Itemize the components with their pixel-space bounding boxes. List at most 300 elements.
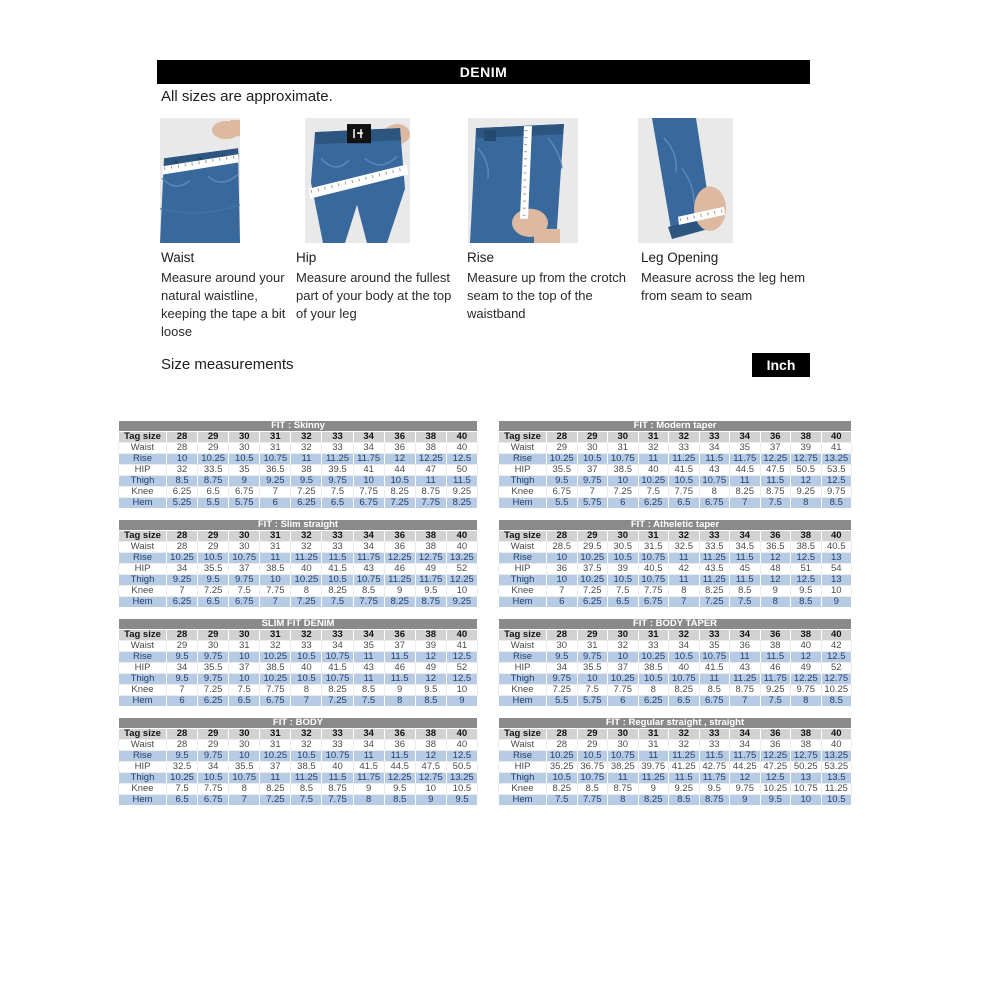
size-cell: 10.25 bbox=[167, 553, 197, 563]
size-cell: 41.5 bbox=[322, 564, 352, 574]
size-cell: 8.5 bbox=[578, 784, 608, 794]
size-cell: 38 bbox=[791, 531, 821, 541]
size-cell: 38 bbox=[791, 740, 821, 750]
size-cell: 10 bbox=[608, 476, 638, 486]
size-cell: 41.5 bbox=[354, 762, 384, 772]
size-cell: 11.75 bbox=[354, 553, 384, 563]
size-cell: 36 bbox=[385, 443, 415, 453]
size-cell: 10.25 bbox=[291, 575, 321, 585]
size-cell: 40 bbox=[822, 630, 852, 640]
size-cell: 8 bbox=[385, 696, 415, 706]
size-cell: 10.75 bbox=[322, 674, 352, 684]
hip-guide-description: Measure around the fullest part of your body at the top of your leg bbox=[296, 270, 452, 321]
size-cell: 31 bbox=[229, 641, 259, 651]
size-cell: 8.75 bbox=[322, 784, 352, 794]
size-cell: 31 bbox=[260, 432, 290, 442]
size-cell: 36 bbox=[547, 564, 577, 574]
row-label: Rise bbox=[119, 652, 166, 662]
size-cell: 34 bbox=[730, 630, 760, 640]
size-cell: 30.5 bbox=[608, 542, 638, 552]
size-cell: 40 bbox=[291, 663, 321, 673]
size-cell: 10 bbox=[167, 454, 197, 464]
size-cell: 8.25 bbox=[730, 487, 760, 497]
size-cell: 34 bbox=[700, 443, 730, 453]
size-table-row bbox=[119, 454, 477, 464]
row-label: HIP bbox=[119, 762, 166, 772]
size-cell: 11 bbox=[730, 476, 760, 486]
size-cell: 38 bbox=[761, 641, 791, 651]
size-cell: 32.5 bbox=[167, 762, 197, 772]
size-cell: 6.25 bbox=[639, 696, 669, 706]
size-cell: 11.5 bbox=[761, 476, 791, 486]
row-label: Knee bbox=[499, 784, 546, 794]
size-cell: 8.25 bbox=[447, 498, 477, 508]
size-cell: 8.5 bbox=[354, 685, 384, 695]
size-cell: 9.75 bbox=[229, 575, 259, 585]
size-cell: 36 bbox=[761, 740, 791, 750]
size-cell: 9.25 bbox=[791, 487, 821, 497]
size-cell: 10.75 bbox=[578, 773, 608, 783]
size-cell: 32 bbox=[291, 432, 321, 442]
size-table-row bbox=[119, 630, 477, 640]
size-cell: 33 bbox=[322, 542, 352, 552]
size-table-row bbox=[119, 553, 477, 563]
size-cell: 8 bbox=[229, 784, 259, 794]
size-cell: 6 bbox=[608, 498, 638, 508]
size-table-row bbox=[499, 465, 851, 475]
size-cell: 11.25 bbox=[322, 454, 352, 464]
size-cell: 12 bbox=[730, 773, 760, 783]
size-cell: 12.25 bbox=[385, 553, 415, 563]
size-cell: 10.5 bbox=[822, 795, 852, 805]
size-cell: 36 bbox=[761, 531, 791, 541]
size-table-row bbox=[499, 454, 851, 464]
size-cell: 7.5 bbox=[730, 597, 760, 607]
size-table-row bbox=[499, 729, 851, 739]
size-cell: 11 bbox=[260, 773, 290, 783]
size-cell: 46 bbox=[385, 564, 415, 574]
size-table-row bbox=[499, 531, 851, 541]
size-cell: 36.5 bbox=[761, 542, 791, 552]
row-label: Waist bbox=[119, 641, 166, 651]
size-cell: 11 bbox=[354, 674, 384, 684]
size-cell: 8 bbox=[354, 795, 384, 805]
size-cell: 30 bbox=[229, 729, 259, 739]
size-table-row bbox=[499, 498, 851, 508]
size-cell: 9 bbox=[730, 795, 760, 805]
size-cell: 12.25 bbox=[761, 751, 791, 761]
size-cell: 32 bbox=[639, 443, 669, 453]
waist-guide-description: Measure around your natural waistline, keeping the tape a bit loose bbox=[161, 270, 286, 339]
size-cell: 11 bbox=[291, 454, 321, 464]
size-table-row bbox=[499, 740, 851, 750]
size-cell: 33 bbox=[322, 740, 352, 750]
size-cell: 42 bbox=[822, 641, 852, 651]
size-cell: 7.75 bbox=[260, 685, 290, 695]
size-cell: 8.25 bbox=[385, 597, 415, 607]
unit-toggle-inch-button[interactable]: Inch bbox=[752, 353, 810, 377]
size-cell: 33 bbox=[322, 729, 352, 739]
size-cell: 44 bbox=[385, 465, 415, 475]
size-cell: 32 bbox=[291, 729, 321, 739]
size-table-row bbox=[499, 795, 851, 805]
size-cell: 52 bbox=[447, 564, 477, 574]
size-cell: 11.75 bbox=[354, 773, 384, 783]
size-cell: 6.5 bbox=[608, 597, 638, 607]
size-cell: 8.5 bbox=[669, 795, 699, 805]
size-cell: 31 bbox=[608, 443, 638, 453]
size-cell: 10 bbox=[447, 685, 477, 695]
size-cell: 33.5 bbox=[198, 465, 228, 475]
size-cell: 9.25 bbox=[447, 487, 477, 497]
size-cell: 12 bbox=[416, 674, 446, 684]
size-cell: 30 bbox=[229, 740, 259, 750]
size-cell: 34 bbox=[198, 762, 228, 772]
size-cell: 8.75 bbox=[761, 487, 791, 497]
size-cell: 8.75 bbox=[198, 476, 228, 486]
size-table-title: FIT : BODY bbox=[119, 718, 477, 728]
row-label: Hem bbox=[499, 597, 546, 607]
size-cell: 31 bbox=[260, 443, 290, 453]
size-cell: 10.75 bbox=[229, 773, 259, 783]
size-table-row bbox=[499, 784, 851, 794]
size-cell: 7.25 bbox=[260, 795, 290, 805]
size-cell: 8.25 bbox=[547, 784, 577, 794]
row-label: Knee bbox=[119, 586, 166, 596]
size-cell: 10.5 bbox=[447, 784, 477, 794]
size-cell: 12.75 bbox=[416, 553, 446, 563]
size-cell: 11.5 bbox=[700, 751, 730, 761]
size-cell: 8.5 bbox=[416, 696, 446, 706]
size-cell: 33 bbox=[322, 432, 352, 442]
size-cell: 11 bbox=[730, 652, 760, 662]
size-cell: 9.5 bbox=[416, 586, 446, 596]
row-label: Tag size bbox=[499, 630, 546, 640]
size-cell: 8 bbox=[761, 597, 791, 607]
size-cell: 11.5 bbox=[385, 674, 415, 684]
size-cell: 33 bbox=[700, 740, 730, 750]
size-table bbox=[498, 618, 852, 707]
row-label: Rise bbox=[499, 751, 546, 761]
leg-opening-guide bbox=[641, 249, 813, 305]
row-label: Thigh bbox=[119, 476, 166, 486]
size-cell: 28.5 bbox=[547, 542, 577, 552]
size-cell: 11 bbox=[700, 674, 730, 684]
size-cell: 6.25 bbox=[291, 498, 321, 508]
size-cell: 40 bbox=[322, 762, 352, 772]
row-label: Knee bbox=[119, 487, 166, 497]
size-cell: 9.75 bbox=[322, 476, 352, 486]
size-cell: 37 bbox=[229, 663, 259, 673]
size-cell: 46 bbox=[761, 663, 791, 673]
size-table-row bbox=[119, 674, 477, 684]
size-cell: 12.5 bbox=[447, 652, 477, 662]
size-cell: 29 bbox=[198, 729, 228, 739]
size-cell: 8 bbox=[700, 487, 730, 497]
row-label: HIP bbox=[119, 465, 166, 475]
size-cell: 36 bbox=[761, 729, 791, 739]
size-cell: 29 bbox=[198, 531, 228, 541]
size-cell: 28 bbox=[167, 443, 197, 453]
size-cell: 32 bbox=[669, 729, 699, 739]
size-cell: 7.75 bbox=[322, 795, 352, 805]
size-cell: 34 bbox=[354, 630, 384, 640]
size-cell: 41 bbox=[822, 443, 852, 453]
size-cell: 43.5 bbox=[700, 564, 730, 574]
size-cell: 40 bbox=[669, 663, 699, 673]
size-cell: 10 bbox=[547, 553, 577, 563]
size-measurements-heading: Size measurements bbox=[161, 356, 294, 373]
size-cell: 6.5 bbox=[669, 498, 699, 508]
size-cell: 11.25 bbox=[822, 784, 852, 794]
size-table-row bbox=[119, 795, 477, 805]
size-table-row bbox=[119, 652, 477, 662]
size-cell: 9.75 bbox=[730, 784, 760, 794]
size-cell: 10.5 bbox=[198, 553, 228, 563]
size-cell: 40 bbox=[447, 542, 477, 552]
size-table-title: FIT : BODY TAPER bbox=[499, 619, 851, 629]
size-cell: 12.5 bbox=[791, 575, 821, 585]
row-label: Waist bbox=[119, 542, 166, 552]
size-table-row bbox=[499, 432, 851, 442]
size-cell: 6.75 bbox=[198, 795, 228, 805]
size-cell: 38 bbox=[416, 630, 446, 640]
size-cell: 7 bbox=[167, 685, 197, 695]
size-cell: 31 bbox=[639, 729, 669, 739]
size-cell: 9.75 bbox=[198, 652, 228, 662]
hip-guide bbox=[296, 249, 460, 323]
row-label: HIP bbox=[499, 465, 546, 475]
size-cell: 41 bbox=[354, 465, 384, 475]
size-cell: 34 bbox=[354, 542, 384, 552]
size-cell: 9.25 bbox=[260, 476, 290, 486]
size-cell: 37 bbox=[761, 443, 791, 453]
size-cell: 10.75 bbox=[322, 751, 352, 761]
size-cell: 31 bbox=[260, 740, 290, 750]
row-label: Thigh bbox=[119, 773, 166, 783]
row-label: Tag size bbox=[499, 729, 546, 739]
size-table-title: FIT : Atheletic taper bbox=[499, 520, 851, 530]
waist-guide-title: Waist bbox=[161, 250, 195, 265]
size-table-row bbox=[119, 432, 477, 442]
size-cell: 36.75 bbox=[578, 762, 608, 772]
size-cell: 9 bbox=[354, 784, 384, 794]
row-label: HIP bbox=[119, 564, 166, 574]
row-label: Waist bbox=[119, 740, 166, 750]
size-cell: 35.5 bbox=[198, 663, 228, 673]
size-cell: 7.5 bbox=[322, 597, 352, 607]
size-cell: 10.5 bbox=[291, 652, 321, 662]
size-cell: 38 bbox=[416, 443, 446, 453]
row-label: Tag size bbox=[119, 729, 166, 739]
size-cell: 8.5 bbox=[385, 795, 415, 805]
size-cell: 8.75 bbox=[700, 795, 730, 805]
size-cell: 34.5 bbox=[730, 542, 760, 552]
size-cell: 8.75 bbox=[416, 597, 446, 607]
size-cell: 38 bbox=[791, 630, 821, 640]
size-cell: 11.25 bbox=[385, 575, 415, 585]
size-cell: 30 bbox=[229, 531, 259, 541]
size-cell: 10.25 bbox=[198, 454, 228, 464]
size-cell: 7.25 bbox=[198, 586, 228, 596]
size-cell: 34 bbox=[322, 641, 352, 651]
size-cell: 11.5 bbox=[669, 773, 699, 783]
size-table-row bbox=[119, 586, 477, 596]
size-table bbox=[118, 717, 478, 806]
size-cell: 33 bbox=[700, 630, 730, 640]
size-cell: 53.5 bbox=[822, 465, 852, 475]
size-cell: 8.25 bbox=[669, 685, 699, 695]
size-cell: 7.5 bbox=[322, 487, 352, 497]
size-cell: 39.5 bbox=[322, 465, 352, 475]
size-cell: 7 bbox=[260, 487, 290, 497]
size-cell: 8.5 bbox=[700, 685, 730, 695]
size-cell: 29 bbox=[578, 432, 608, 442]
size-cell: 32 bbox=[669, 630, 699, 640]
size-cell: 48 bbox=[761, 564, 791, 574]
size-table-row bbox=[119, 575, 477, 585]
size-cell: 30 bbox=[608, 432, 638, 442]
size-table-row bbox=[499, 575, 851, 585]
size-cell: 29.5 bbox=[578, 542, 608, 552]
size-cell: 40 bbox=[791, 641, 821, 651]
size-cell: 40 bbox=[822, 729, 852, 739]
size-cell: 10.75 bbox=[260, 454, 290, 464]
size-cell: 9 bbox=[416, 795, 446, 805]
size-cell: 40 bbox=[447, 432, 477, 442]
size-cell: 38 bbox=[791, 729, 821, 739]
hip-measure-photo bbox=[305, 118, 410, 243]
size-cell: 47.5 bbox=[761, 465, 791, 475]
size-table-row bbox=[119, 773, 477, 783]
size-cell: 40 bbox=[447, 630, 477, 640]
size-table-row bbox=[499, 564, 851, 574]
size-cell: 5.5 bbox=[547, 498, 577, 508]
size-cell: 44.5 bbox=[730, 465, 760, 475]
size-cell: 40 bbox=[447, 729, 477, 739]
size-cell: 32 bbox=[608, 641, 638, 651]
size-cell: 43 bbox=[730, 663, 760, 673]
size-tables-right-column bbox=[498, 420, 852, 816]
size-cell: 31 bbox=[260, 531, 290, 541]
size-cell: 6.75 bbox=[229, 597, 259, 607]
size-cell: 10.75 bbox=[700, 652, 730, 662]
size-cell: 10.5 bbox=[639, 674, 669, 684]
size-table-row bbox=[119, 542, 477, 552]
size-cell: 8 bbox=[639, 685, 669, 695]
hip-guide-title: Hip bbox=[296, 250, 317, 265]
size-cell: 9.25 bbox=[669, 784, 699, 794]
size-cell: 7.5 bbox=[639, 487, 669, 497]
size-cell: 10.75 bbox=[700, 476, 730, 486]
size-cell: 38.5 bbox=[608, 465, 638, 475]
size-cell: 7 bbox=[291, 696, 321, 706]
size-cell: 42 bbox=[669, 564, 699, 574]
size-table-row bbox=[119, 740, 477, 750]
size-cell: 9.5 bbox=[761, 795, 791, 805]
size-cell: 28 bbox=[547, 531, 577, 541]
size-cell: 6.25 bbox=[639, 498, 669, 508]
size-table-row bbox=[119, 531, 477, 541]
size-table-row bbox=[499, 685, 851, 695]
size-cell: 28 bbox=[547, 740, 577, 750]
size-cell: 11.75 bbox=[730, 751, 760, 761]
size-cell: 8.5 bbox=[822, 696, 852, 706]
size-cell: 9 bbox=[761, 586, 791, 596]
size-cell: 12.5 bbox=[791, 553, 821, 563]
size-cell: 11.75 bbox=[761, 674, 791, 684]
row-label: Rise bbox=[499, 652, 546, 662]
size-table-row bbox=[119, 597, 477, 607]
size-cell: 12.25 bbox=[416, 454, 446, 464]
row-label: Thigh bbox=[499, 773, 546, 783]
size-cell: 13.25 bbox=[822, 751, 852, 761]
size-cell: 33 bbox=[700, 729, 730, 739]
size-cell: 33 bbox=[639, 641, 669, 651]
size-cell: 10 bbox=[791, 795, 821, 805]
size-cell: 10.5 bbox=[198, 773, 228, 783]
size-cell: 30 bbox=[229, 542, 259, 552]
size-cell: 7 bbox=[730, 498, 760, 508]
size-cell: 8.25 bbox=[700, 586, 730, 596]
size-cell: 6 bbox=[547, 597, 577, 607]
size-cell: 11.5 bbox=[700, 454, 730, 464]
size-cell: 40.5 bbox=[822, 542, 852, 552]
size-cell: 11.5 bbox=[730, 575, 760, 585]
row-label: Knee bbox=[499, 685, 546, 695]
size-cell: 9.75 bbox=[198, 751, 228, 761]
size-cell: 11.25 bbox=[291, 553, 321, 563]
size-cell: 9 bbox=[447, 696, 477, 706]
size-cell: 38 bbox=[791, 432, 821, 442]
row-label: Waist bbox=[499, 542, 546, 552]
row-label: Hem bbox=[119, 597, 166, 607]
size-cell: 34 bbox=[354, 432, 384, 442]
size-cell: 34 bbox=[354, 531, 384, 541]
size-cell: 11.25 bbox=[291, 773, 321, 783]
size-cell: 7 bbox=[669, 597, 699, 607]
approximate-note: All sizes are approximate. bbox=[161, 88, 333, 105]
size-cell: 9.5 bbox=[547, 652, 577, 662]
size-cell: 39 bbox=[791, 443, 821, 453]
size-cell: 13 bbox=[822, 553, 852, 563]
size-cell: 35 bbox=[730, 443, 760, 453]
size-cell: 9 bbox=[385, 586, 415, 596]
size-cell: 6.25 bbox=[167, 597, 197, 607]
size-cell: 12.5 bbox=[822, 652, 852, 662]
size-cell: 6.5 bbox=[322, 498, 352, 508]
size-cell: 34 bbox=[730, 531, 760, 541]
size-cell: 9.75 bbox=[198, 674, 228, 684]
size-cell: 10.5 bbox=[547, 773, 577, 783]
size-cell: 8.25 bbox=[639, 795, 669, 805]
size-cell: 35.5 bbox=[198, 564, 228, 574]
size-cell: 5.5 bbox=[198, 498, 228, 508]
size-cell: 30 bbox=[608, 531, 638, 541]
size-cell: 9 bbox=[822, 597, 852, 607]
size-table-row bbox=[119, 487, 477, 497]
size-cell: 5.75 bbox=[229, 498, 259, 508]
size-cell: 10.5 bbox=[291, 674, 321, 684]
size-cell: 10.25 bbox=[547, 454, 577, 464]
size-cell: 52 bbox=[447, 663, 477, 673]
size-cell: 9.5 bbox=[167, 652, 197, 662]
size-table-title: FIT : Skinny bbox=[119, 421, 477, 431]
size-cell: 9.5 bbox=[416, 685, 446, 695]
size-cell: 38.5 bbox=[260, 564, 290, 574]
size-cell: 34 bbox=[167, 564, 197, 574]
size-cell: 7 bbox=[730, 696, 760, 706]
